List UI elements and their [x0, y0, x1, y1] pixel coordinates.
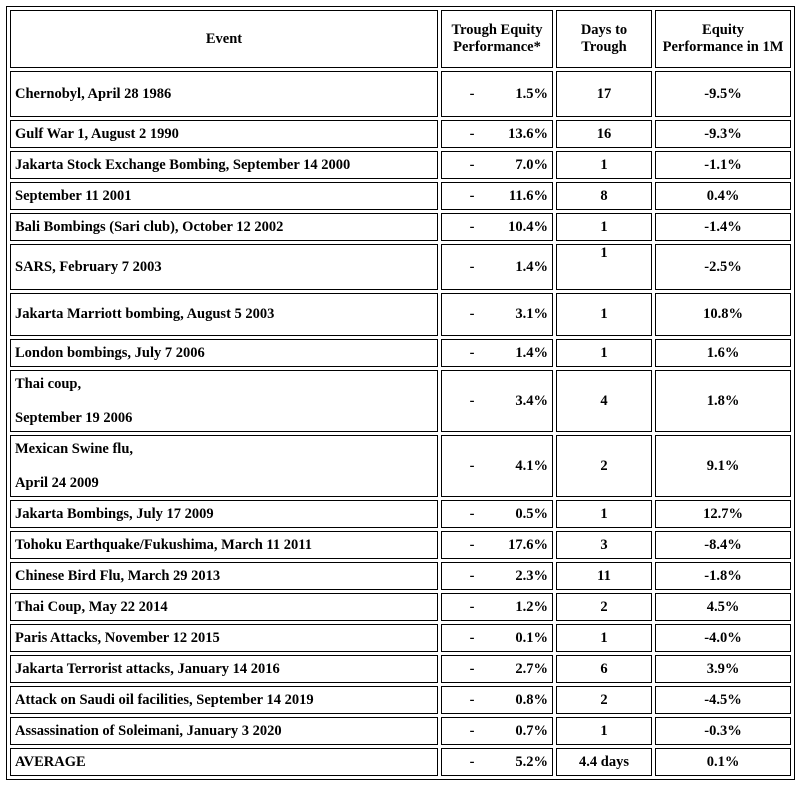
table-row [10, 593, 791, 621]
sign: - [469, 156, 475, 173]
header-days-to-trough: Days to Trough [556, 10, 652, 68]
trough-equity-cell [441, 370, 553, 432]
event-name: London bombings, July 7 2006 [10, 339, 438, 367]
equity-1m: -1.8% [655, 562, 791, 590]
trough-equity-cell [441, 213, 553, 241]
equity-1m: 4.5% [655, 593, 791, 621]
event-name: Paris Attacks, November 12 2015 [10, 624, 438, 652]
trough-equity-cell [441, 244, 553, 290]
days-to-trough: 3 [556, 531, 652, 559]
trough-equity-cell [441, 71, 553, 117]
sign: - [469, 536, 475, 553]
trough-value: 5.2% [515, 753, 548, 770]
trough-equity-cell [441, 182, 553, 210]
sign: - [469, 722, 475, 739]
table-row [10, 339, 791, 367]
trough-equity-cell [441, 531, 553, 559]
trough-value: 2.3% [515, 567, 548, 584]
event-name: Jakarta Terrorist attacks, January 14 2016 [10, 655, 438, 683]
trough-equity-cell [441, 655, 553, 683]
trough-value: 3.4% [515, 392, 548, 409]
header-trough-equity: Trough Equity Performance* [441, 10, 553, 68]
trough-value: 13.6% [508, 125, 548, 142]
event-name [10, 435, 438, 497]
trough-equity-cell [441, 293, 553, 336]
equity-1m: -2.5% [655, 244, 791, 290]
trough-value: 0.1% [515, 629, 548, 646]
trough-equity-cell [441, 748, 553, 776]
sign: - [469, 660, 475, 677]
event-name: Jakarta Marriott bombing, August 5 2003 [10, 293, 438, 336]
average-row [10, 748, 791, 776]
event-name [10, 370, 438, 432]
equity-1m: -4.5% [655, 686, 791, 714]
trough-equity-cell [441, 151, 553, 179]
trough-value: 4.1% [515, 457, 548, 474]
sign: - [469, 85, 475, 102]
table-row [10, 624, 791, 652]
days-to-trough: 1 [556, 244, 652, 290]
table-row [10, 655, 791, 683]
table-row [10, 151, 791, 179]
equity-1m: 0.1% [655, 748, 791, 776]
equity-1m: -0.3% [655, 717, 791, 745]
trough-value: 1.4% [515, 258, 548, 275]
sign: - [469, 753, 475, 770]
days-to-trough: 1 [556, 339, 652, 367]
trough-value: 0.5% [515, 505, 548, 522]
sign: - [469, 629, 475, 646]
trough-value: 17.6% [508, 536, 548, 553]
days-to-trough: 11 [556, 562, 652, 590]
days-to-trough: 4.4 days [556, 748, 652, 776]
average-label: AVERAGE [10, 748, 438, 776]
table-row [10, 213, 791, 241]
equity-1m: -9.3% [655, 120, 791, 148]
event-name: September 11 2001 [10, 182, 438, 210]
event-name: Assassination of Soleimani, January 3 2020 [10, 717, 438, 745]
event-name: Bali Bombings (Sari club), October 12 2002 [10, 213, 438, 241]
equity-1m: -1.1% [655, 151, 791, 179]
days-to-trough: 1 [556, 717, 652, 745]
event-name: Attack on Saudi oil facilities, September 14 2019 [10, 686, 438, 714]
table-row [10, 686, 791, 714]
trough-value: 1.4% [515, 344, 548, 361]
sign: - [469, 344, 475, 361]
equity-1m: -8.4% [655, 531, 791, 559]
table-row [10, 435, 791, 497]
trough-equity-cell [441, 686, 553, 714]
event-name: Tohoku Earthquake/Fukushima, March 11 2011 [10, 531, 438, 559]
sign: - [469, 457, 475, 474]
event-line-2: April 24 2009 [15, 474, 99, 491]
header-equity-1m: Equity Performance in 1M [655, 10, 791, 68]
table-row [10, 531, 791, 559]
days-to-trough: 1 [556, 213, 652, 241]
trough-equity-cell [441, 593, 553, 621]
table-row [10, 562, 791, 590]
days-to-trough: 8 [556, 182, 652, 210]
trough-equity-cell [441, 339, 553, 367]
sign: - [469, 218, 475, 235]
table-row [10, 244, 791, 290]
table-row [10, 293, 791, 336]
trough-value: 1.2% [515, 598, 548, 615]
equity-1m: -4.0% [655, 624, 791, 652]
trough-value: 2.7% [515, 660, 548, 677]
sign: - [469, 691, 475, 708]
event-line-2: September 19 2006 [15, 409, 133, 426]
equity-1m: -1.4% [655, 213, 791, 241]
days-to-trough: 2 [556, 593, 652, 621]
days-to-trough: 2 [556, 686, 652, 714]
days-to-trough: 2 [556, 435, 652, 497]
trough-equity-cell [441, 562, 553, 590]
trough-equity-cell [441, 717, 553, 745]
event-name: Chernobyl, April 28 1986 [10, 71, 438, 117]
days-to-trough: 17 [556, 71, 652, 117]
trough-equity-cell [441, 435, 553, 497]
equity-1m: 3.9% [655, 655, 791, 683]
event-name: Chinese Bird Flu, March 29 2013 [10, 562, 438, 590]
sign: - [469, 598, 475, 615]
equity-1m: 0.4% [655, 182, 791, 210]
days-to-trough: 16 [556, 120, 652, 148]
sign: - [469, 392, 475, 409]
trough-equity-cell [441, 120, 553, 148]
equity-1m: -9.5% [655, 71, 791, 117]
trough-value: 0.7% [515, 722, 548, 739]
trough-value: 7.0% [515, 156, 548, 173]
sign: - [469, 567, 475, 584]
event-name: SARS, February 7 2003 [10, 244, 438, 290]
trough-value: 11.6% [508, 187, 548, 204]
table-row [10, 120, 791, 148]
days-to-trough: 6 [556, 655, 652, 683]
sign: - [469, 258, 475, 275]
event-line-1: Thai coup, [15, 375, 82, 392]
event-equity-table [6, 6, 795, 780]
equity-1m: 1.6% [655, 339, 791, 367]
table-row [10, 71, 791, 117]
trough-value: 0.8% [515, 691, 548, 708]
table-row [10, 717, 791, 745]
event-name: Jakarta Bombings, July 17 2009 [10, 500, 438, 528]
days-to-trough: 1 [556, 624, 652, 652]
equity-1m: 12.7% [655, 500, 791, 528]
event-name: Jakarta Stock Exchange Bombing, September 14 2000 [10, 151, 438, 179]
header-event: Event [10, 10, 438, 68]
table-row [10, 182, 791, 210]
equity-1m: 9.1% [655, 435, 791, 497]
sign: - [469, 505, 475, 522]
event-name: Thai Coup, May 22 2014 [10, 593, 438, 621]
table-row [10, 500, 791, 528]
sign: - [469, 125, 475, 142]
trough-value: 1.5% [515, 85, 548, 102]
days-to-trough: 1 [556, 293, 652, 336]
equity-1m: 10.8% [655, 293, 791, 336]
event-line-1: Mexican Swine flu, [15, 440, 134, 457]
trough-equity-cell [441, 624, 553, 652]
trough-value: 10.4% [508, 218, 548, 235]
table-row [10, 370, 791, 432]
days-to-trough: 1 [556, 151, 652, 179]
trough-equity-cell [441, 500, 553, 528]
days-to-trough: 4 [556, 370, 652, 432]
sign: - [469, 187, 475, 204]
event-name: Gulf War 1, August 2 1990 [10, 120, 438, 148]
days-to-trough: 1 [556, 500, 652, 528]
trough-value: 3.1% [515, 306, 548, 322]
sign: - [469, 306, 475, 322]
equity-1m: 1.8% [655, 370, 791, 432]
header-row [10, 10, 791, 68]
